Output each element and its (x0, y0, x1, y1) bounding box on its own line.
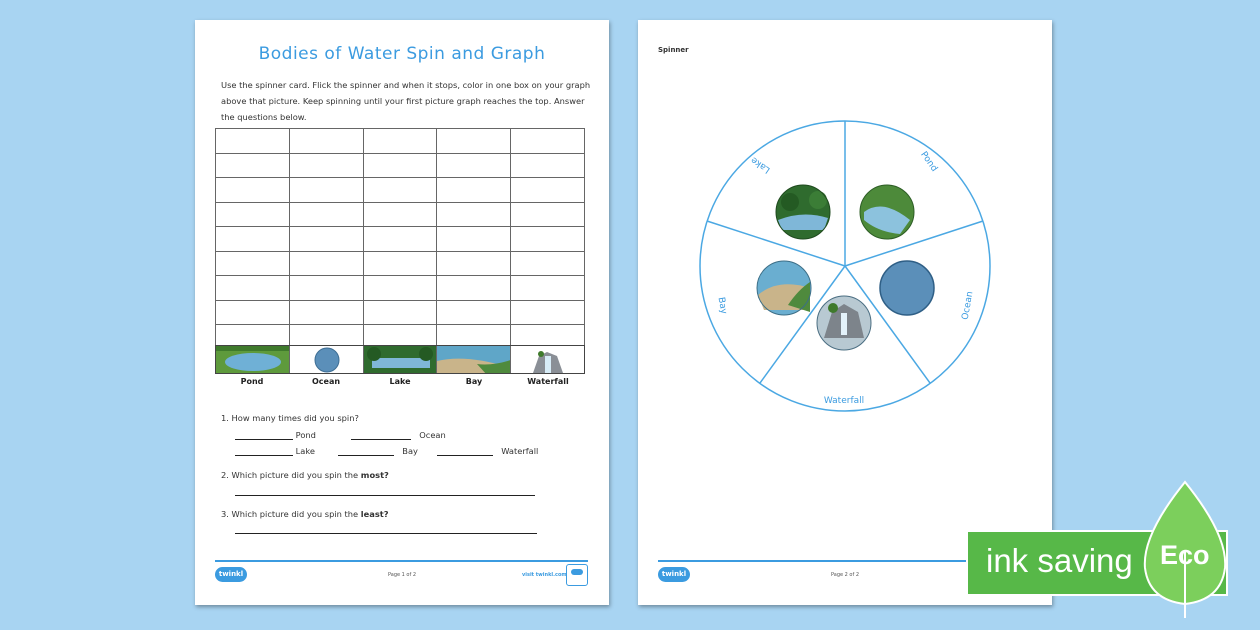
spinner-wheel[interactable] (638, 20, 1052, 605)
lake-sector-picture (776, 185, 830, 239)
waterfall-word: Waterfall (501, 446, 539, 456)
ink-saving-text: ink saving (986, 542, 1133, 579)
bay-sector-picture (757, 261, 811, 315)
picture-graph-grid (215, 128, 585, 374)
waterfall-answer-line[interactable] (437, 448, 493, 456)
label-lake: Lake (389, 377, 411, 386)
pond-word: Pond (295, 430, 316, 440)
q1-row-1 (235, 430, 446, 440)
sector-label-waterfall: Waterfall (823, 396, 865, 406)
ocean-word: Ocean (419, 430, 446, 440)
twinkl-logo: twinkl (658, 567, 690, 582)
pond-sector-picture (860, 185, 914, 239)
ocean-picture (290, 346, 364, 373)
pond-picture (216, 346, 290, 373)
page-number: Page 2 of 2 (830, 572, 860, 578)
waterfall-picture (511, 346, 584, 373)
bay-picture (437, 346, 511, 373)
question-2 (221, 470, 389, 480)
lake-picture (364, 346, 438, 373)
label-ocean: Ocean (311, 377, 341, 386)
question-2-bold: most? (360, 470, 389, 480)
twinkl-logo: twinkl (215, 567, 247, 582)
question-3-bold: least? (360, 509, 389, 519)
lake-answer-line[interactable] (235, 448, 293, 456)
question-2-text: 2. Which picture did you spin the (221, 470, 361, 480)
lake-word: Lake (295, 446, 315, 456)
quality-badge-icon (566, 564, 588, 586)
label-pond: Pond (240, 377, 264, 386)
label-bay: Bay (465, 377, 483, 386)
ocean-sector-picture (880, 261, 934, 315)
spinner-heading: Spinner (658, 46, 689, 54)
instructions-text: Use the spinner card. Flick the spinner and when it stops, color in one box on your graph above that picture. Keep spinning until your first picture graph reaches the top. Answer the questions below. (221, 80, 591, 122)
worksheet-page-1 (195, 20, 609, 605)
question-2-answer-line[interactable] (235, 495, 535, 496)
site-link[interactable]: visit twinkl.com (522, 572, 567, 578)
question-1: 1. How many times did you spin? (221, 413, 359, 423)
question-3-text: 3. Which picture did you spin the (221, 509, 361, 519)
eco-label: Eco (1160, 540, 1210, 570)
label-waterfall: Waterfall (527, 377, 569, 386)
graph-labels (215, 377, 585, 386)
waterfall-sector-picture (817, 296, 871, 350)
worksheet-title: Bodies of Water Spin and Graph (258, 44, 546, 64)
sector-label-pond: Pond (918, 149, 940, 174)
question-3 (221, 509, 389, 519)
worksheet-page-2 (638, 20, 1052, 605)
sector-label-lake: Lake (749, 154, 773, 175)
question-3-answer-line[interactable] (235, 533, 537, 534)
page-number: Page 1 of 2 (387, 572, 417, 578)
sector-label-bay: Bay (715, 296, 729, 315)
sector-label-ocean: Ocean (960, 290, 976, 321)
pond-answer-line[interactable] (235, 432, 293, 440)
bay-word: Bay (402, 446, 418, 456)
ocean-answer-line[interactable] (351, 432, 411, 440)
graph-picture-row (215, 345, 585, 374)
q1-row-2 (235, 446, 538, 456)
footer-divider (215, 560, 588, 562)
bay-answer-line[interactable] (338, 448, 394, 456)
